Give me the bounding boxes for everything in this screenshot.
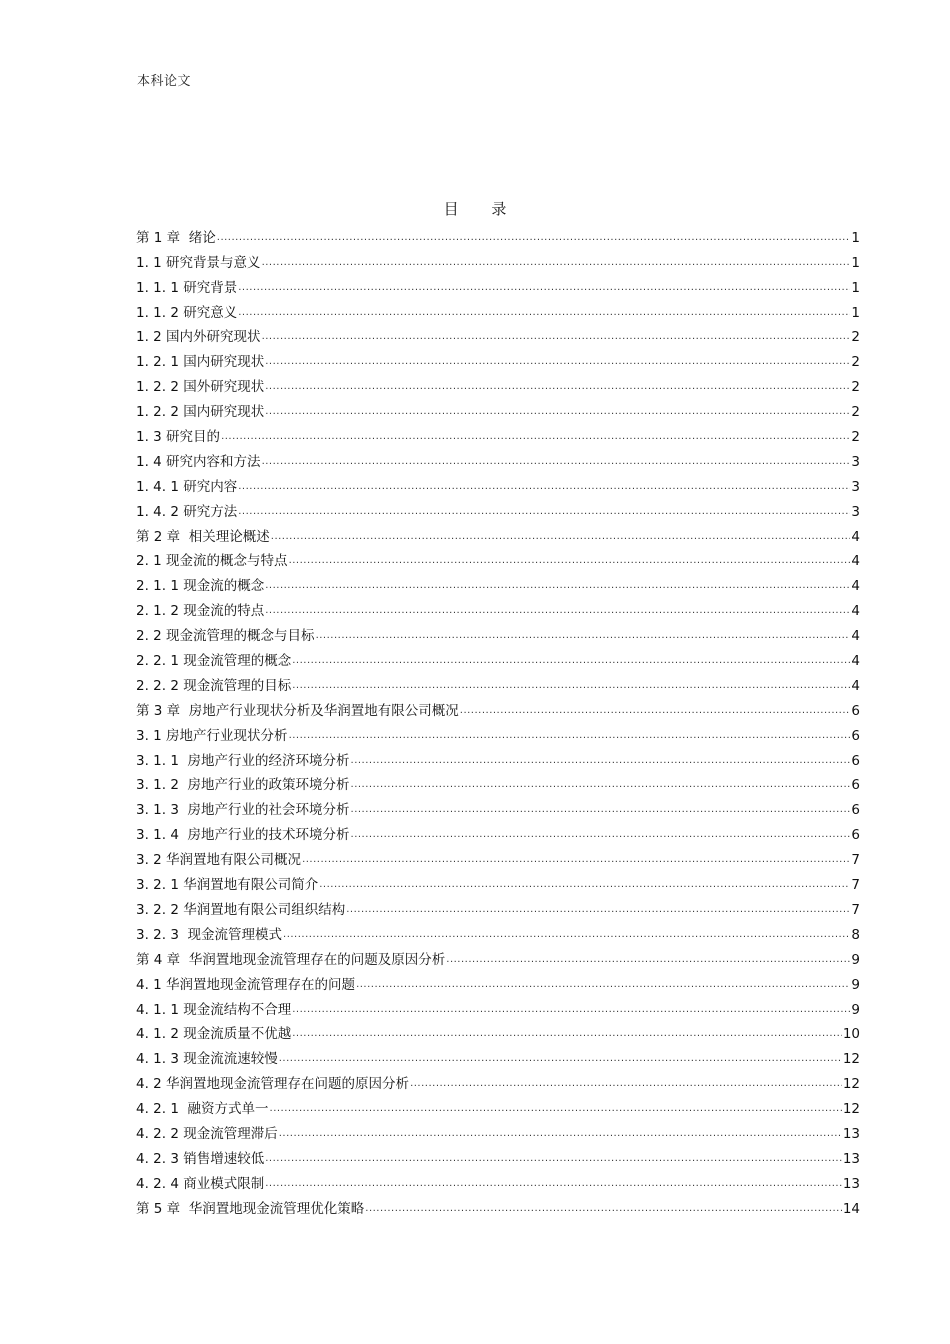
- toc-entry[interactable]: [136, 944, 860, 969]
- toc-dot-leader: [292, 1003, 850, 1017]
- toc-entry-label: 3. 1. 3 房地产行业的社会环境分析: [136, 802, 350, 819]
- toc-entry-page-number: 12: [842, 1051, 860, 1068]
- toc-entry-label: 4. 2 华润置地现金流管理存在问题的原因分析: [136, 1076, 410, 1093]
- toc-dot-leader: [271, 530, 851, 544]
- toc-entry-label: 4. 1. 1 现金流结构不合理: [136, 1001, 292, 1018]
- toc-title: 目 录: [443, 200, 521, 218]
- toc-entry-page-number: 14: [842, 1200, 860, 1217]
- toc-dot-leader: [319, 878, 850, 892]
- toc-entry-label: 3. 2. 1 华润置地有限公司简介: [136, 877, 319, 894]
- toc-entry-label: 3. 2. 2 华润置地有限公司组织结构: [136, 901, 346, 918]
- toc-entry-page-number: 1: [851, 304, 860, 321]
- toc-dot-leader: [238, 480, 850, 494]
- toc-entry-page-number: 9: [851, 976, 860, 993]
- toc-entry-page-number: 9: [851, 951, 860, 968]
- toc-entry-page-number: 2: [851, 329, 860, 346]
- toc-entry-label: 2. 2. 2 现金流管理的目标: [136, 677, 292, 694]
- toc-entry-label: 4. 2. 2 现金流管理滞后: [136, 1125, 278, 1142]
- toc-dot-leader: [365, 1202, 842, 1216]
- toc-entry[interactable]: [136, 620, 860, 645]
- toc-entry-page-number: 2: [851, 429, 860, 446]
- toc-entry-page-number: 1: [851, 254, 860, 271]
- toc-entry-label: 第 3 章 房地产行业现状分析及华润置地有限公司概况: [136, 702, 459, 719]
- toc-entry-page-number: 2: [851, 404, 860, 421]
- toc-entry-label: 4. 2. 4 商业模式限制: [136, 1175, 265, 1192]
- toc-dot-leader: [265, 355, 850, 369]
- toc-entry-label: 第 4 章 华润置地现金流管理存在的问题及原因分析: [136, 951, 446, 968]
- toc-entry-label: 2. 1. 2 现金流的特点: [136, 603, 265, 620]
- toc-entry[interactable]: [136, 969, 860, 994]
- toc-entry-label: 4. 1. 2 现金流质量不优越: [136, 1026, 292, 1043]
- toc-entry[interactable]: [136, 1118, 860, 1143]
- toc-entry[interactable]: [136, 595, 860, 620]
- toc-dot-leader: [238, 505, 850, 519]
- toc-dot-leader: [262, 330, 851, 344]
- toc-dot-leader: [265, 380, 850, 394]
- toc-entry-page-number: 4: [851, 628, 860, 645]
- toc-dot-leader: [270, 1102, 842, 1116]
- toc-entry[interactable]: [136, 844, 860, 869]
- toc-entry-label: 2. 2 现金流管理的概念与目标: [136, 628, 315, 645]
- toc-dot-leader: [351, 828, 851, 842]
- toc-entry-page-number: 6: [851, 702, 860, 719]
- toc-entry[interactable]: [136, 1168, 860, 1193]
- toc-entry-page-number: 10: [842, 1026, 860, 1043]
- toc-entry[interactable]: [136, 247, 860, 272]
- toc-entry-page-number: 1: [851, 229, 860, 246]
- toc-entry[interactable]: [136, 794, 860, 819]
- toc-dot-leader: [265, 405, 850, 419]
- toc-entry[interactable]: [136, 570, 860, 595]
- toc-dot-leader: [265, 579, 850, 593]
- toc-entry-label: 1. 3 研究目的: [136, 429, 221, 446]
- toc-entry[interactable]: [136, 819, 860, 844]
- toc-entry-label: 3. 2 华润置地有限公司概况: [136, 852, 302, 869]
- toc-dot-leader: [265, 1177, 842, 1191]
- toc-dot-leader: [410, 1077, 842, 1091]
- toc-dot-leader: [217, 231, 851, 245]
- toc-entry-page-number: 12: [842, 1076, 860, 1093]
- toc-dot-leader: [351, 754, 851, 768]
- toc-entry[interactable]: [136, 770, 860, 795]
- toc-dot-leader: [265, 1152, 842, 1166]
- toc-entry[interactable]: [136, 1019, 860, 1044]
- toc-dot-leader: [460, 704, 851, 718]
- toc-entry-label: 2. 1 现金流的概念与特点: [136, 553, 288, 570]
- toc-entry-label: 1. 1. 2 研究意义: [136, 304, 238, 321]
- toc-entry[interactable]: [136, 546, 860, 571]
- toc-entry[interactable]: [136, 421, 860, 446]
- toc-entry-label: 2. 2. 1 现金流管理的概念: [136, 653, 292, 670]
- toc-entry-page-number: 1: [851, 279, 860, 296]
- toc-entry-page-number: 13: [842, 1125, 860, 1142]
- toc-entry-page-number: 7: [851, 852, 860, 869]
- toc-entry-label: 第 5 章 华润置地现金流管理优化策略: [136, 1200, 365, 1217]
- toc-entry-page-number: 6: [851, 752, 860, 769]
- table-of-contents: [136, 222, 860, 1218]
- toc-entry-label: 1. 1 研究背景与意义: [136, 254, 261, 271]
- toc-dot-leader: [351, 803, 851, 817]
- toc-entry[interactable]: [136, 919, 860, 944]
- toc-entry-label: 3. 1 房地产行业现状分析: [136, 727, 288, 744]
- toc-entry-page-number: 13: [842, 1150, 860, 1167]
- toc-entry[interactable]: [136, 471, 860, 496]
- toc-dot-leader: [316, 629, 851, 643]
- toc-entry[interactable]: [136, 1068, 860, 1093]
- toc-entry-label: 1. 2 国内外研究现状: [136, 329, 261, 346]
- toc-entry-label: 1. 4. 2 研究方法: [136, 503, 238, 520]
- toc-entry[interactable]: [136, 894, 860, 919]
- toc-entry-label: 3. 1. 4 房地产行业的技术环境分析: [136, 827, 350, 844]
- toc-dot-leader: [238, 281, 850, 295]
- toc-dot-leader: [279, 1127, 842, 1141]
- toc-entry-page-number: 7: [851, 877, 860, 894]
- toc-entry-label: 4. 1. 3 现金流流速较慢: [136, 1051, 278, 1068]
- toc-dot-leader: [292, 679, 850, 693]
- toc-entry-label: 4. 1 华润置地现金流管理存在的问题: [136, 976, 356, 993]
- toc-entry[interactable]: [136, 346, 860, 371]
- toc-entry-page-number: 9: [851, 1001, 860, 1018]
- toc-entry[interactable]: [136, 1143, 860, 1168]
- toc-entry[interactable]: [136, 371, 860, 396]
- toc-entry-page-number: 6: [851, 727, 860, 744]
- toc-entry-label: 第 2 章 相关理论概述: [136, 528, 270, 545]
- toc-entry-label: 3. 2. 3 现金流管理模式: [136, 926, 283, 943]
- toc-entry-label: 3. 1. 2 房地产行业的政策环境分析: [136, 777, 350, 794]
- toc-dot-leader: [279, 1052, 842, 1066]
- toc-entry[interactable]: [136, 1043, 860, 1068]
- toc-entry-label: 2. 1. 1 现金流的概念: [136, 578, 265, 595]
- toc-dot-leader: [262, 256, 851, 270]
- toc-entry[interactable]: [136, 645, 860, 670]
- toc-entry-page-number: 8: [851, 926, 860, 943]
- toc-entry-label: 3. 1. 1 房地产行业的经济环境分析: [136, 752, 350, 769]
- toc-entry-page-number: 6: [851, 802, 860, 819]
- toc-entry[interactable]: [136, 446, 860, 471]
- toc-entry-page-number: 13: [842, 1175, 860, 1192]
- toc-entry-page-number: 6: [851, 777, 860, 794]
- toc-entry-page-number: 7: [851, 901, 860, 918]
- toc-entry-label: 4. 2. 3 销售增速较低: [136, 1150, 265, 1167]
- toc-entry[interactable]: [136, 670, 860, 695]
- toc-entry[interactable]: [136, 222, 860, 247]
- toc-entry-label: 1. 2. 2 国外研究现状: [136, 379, 265, 396]
- toc-dot-leader: [262, 455, 851, 469]
- toc-entry-page-number: 4: [851, 653, 860, 670]
- toc-dot-leader: [351, 778, 851, 792]
- toc-entry-label: 1. 4 研究内容和方法: [136, 453, 261, 470]
- toc-entry[interactable]: [136, 322, 860, 347]
- toc-entry-label: 第 1 章 绪论: [136, 229, 216, 246]
- toc-entry-page-number: 2: [851, 379, 860, 396]
- toc-entry-label: 1. 4. 1 研究内容: [136, 478, 238, 495]
- toc-dot-leader: [283, 928, 850, 942]
- toc-entry-label: 1. 2. 2 国内研究现状: [136, 404, 265, 421]
- toc-entry[interactable]: [136, 1193, 860, 1218]
- toc-dot-leader: [289, 554, 851, 568]
- toc-entry[interactable]: [136, 272, 860, 297]
- toc-dot-leader: [289, 729, 851, 743]
- toc-entry[interactable]: [136, 695, 860, 720]
- toc-entry[interactable]: [136, 720, 860, 745]
- toc-dot-leader: [356, 978, 850, 992]
- toc-entry-page-number: 12: [842, 1101, 860, 1118]
- toc-entry-page-number: 4: [851, 603, 860, 620]
- toc-entry[interactable]: [136, 994, 860, 1019]
- toc-entry[interactable]: [136, 745, 860, 770]
- toc-dot-leader: [238, 306, 850, 320]
- toc-entry[interactable]: [136, 869, 860, 894]
- toc-entry-label: 1. 2. 1 国内研究现状: [136, 354, 265, 371]
- toc-entry-page-number: 3: [851, 478, 860, 495]
- toc-entry[interactable]: [136, 1093, 860, 1118]
- toc-entry-page-number: 3: [851, 453, 860, 470]
- toc-dot-leader: [346, 903, 850, 917]
- toc-entry-label: 1. 1. 1 研究背景: [136, 279, 238, 296]
- toc-entry[interactable]: [136, 396, 860, 421]
- toc-entry[interactable]: [136, 297, 860, 322]
- toc-entry-page-number: 3: [851, 503, 860, 520]
- toc-entry-page-number: 4: [851, 528, 860, 545]
- toc-entry-page-number: 4: [851, 578, 860, 595]
- running-header: 本科论文: [137, 74, 192, 89]
- toc-entry-page-number: 2: [851, 354, 860, 371]
- toc-dot-leader: [265, 604, 850, 618]
- toc-entry[interactable]: [136, 521, 860, 546]
- toc-entry-page-number: 6: [851, 827, 860, 844]
- toc-dot-leader: [292, 1027, 842, 1041]
- toc-entry-label: 4. 2. 1 融资方式单一: [136, 1101, 269, 1118]
- toc-entry-page-number: 4: [851, 553, 860, 570]
- toc-entry-page-number: 4: [851, 677, 860, 694]
- toc-dot-leader: [292, 654, 850, 668]
- toc-entry[interactable]: [136, 496, 860, 521]
- toc-dot-leader: [446, 953, 850, 967]
- toc-dot-leader: [221, 430, 850, 444]
- toc-dot-leader: [302, 853, 850, 867]
